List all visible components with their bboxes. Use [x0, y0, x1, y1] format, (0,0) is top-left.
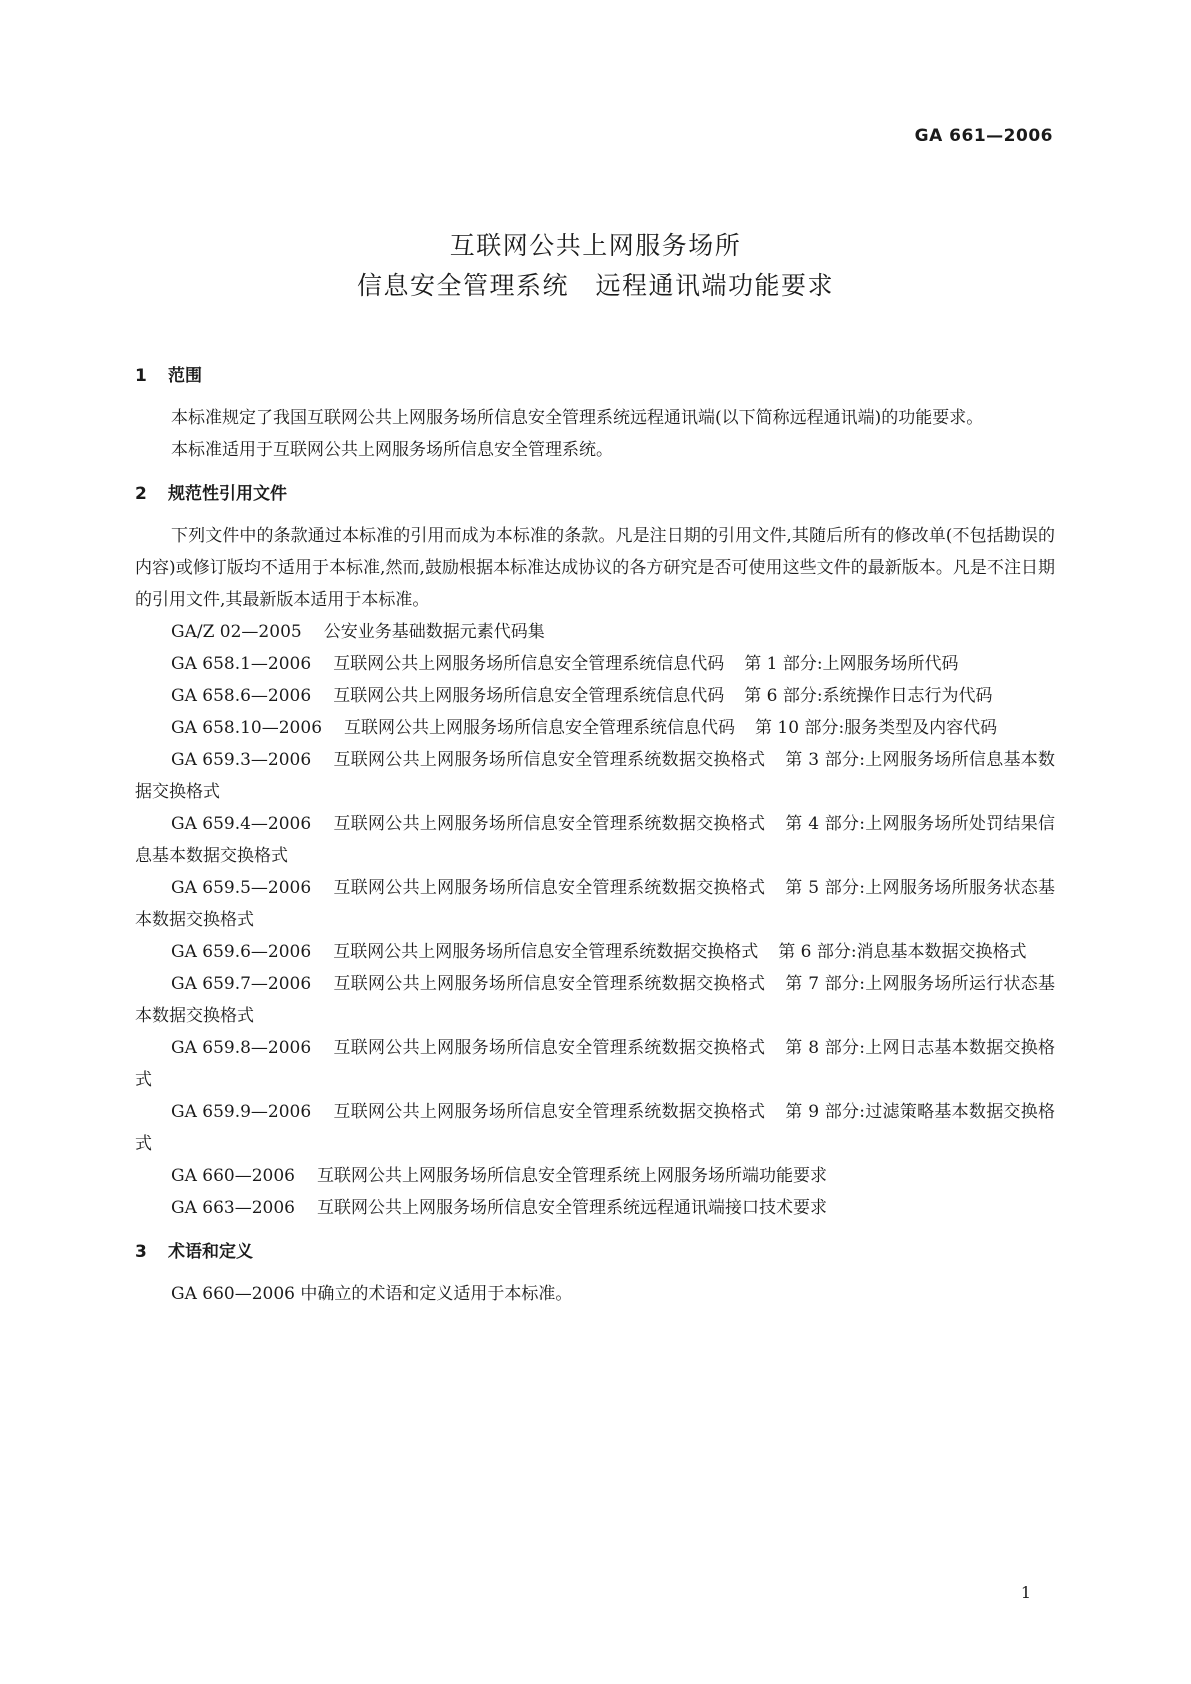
scope-paragraph-2: 本标准适用于互联网公共上网服务场所信息安全管理系统。 [171, 440, 613, 460]
reference-title: 互联网公共上网服务场所信息安全管理系统数据交换格式 [333, 1102, 766, 1122]
standard-code: GA 661—2006 [914, 126, 1053, 146]
reference-code: GA 659.5—2006 [171, 878, 312, 898]
reference-code: GA 659.8—2006 [171, 1038, 312, 1058]
reference-title: 互联网公共上网服务场所信息安全管理系统信息代码 [344, 718, 736, 738]
references-intro-paragraph: 下列文件中的条款通过本标准的引用而成为本标准的条款。凡是注日期的引用文件,其随后所有的修改单(不包括勘误的内容)或修订版均不适用于本标准,然而,鼓励根据本标准达成协议的各方研究是否可使用这些文件的最新版本。凡是不注日期的引用文件,其最新版本适用于本标准。 [135, 526, 1055, 610]
reference-item [135, 712, 1055, 744]
reference-item [135, 616, 1055, 648]
document-body [135, 360, 1055, 1310]
reference-title: 互联网公共上网服务场所信息安全管理系统数据交换格式 [333, 974, 766, 994]
reference-item [135, 744, 1055, 808]
reference-part [827, 1166, 847, 1186]
section-heading-normative-references [135, 478, 1055, 510]
reference-title: 互联网公共上网服务场所信息安全管理系统数据交换格式 [333, 942, 759, 962]
terms-paragraph: GA 660—2006 中确立的术语和定义适用于本标准。 [171, 1284, 573, 1304]
reference-title: 互联网公共上网服务场所信息安全管理系统数据交换格式 [333, 878, 766, 898]
reference-part: 第 5 部分:上网服务场所服务状态基本数据交换格式 [135, 878, 1056, 930]
reference-code: GA 658.10—2006 [171, 718, 323, 738]
reference-item [135, 1160, 1055, 1192]
section-number: 2 [135, 484, 147, 504]
reference-item [135, 680, 1055, 712]
reference-item [135, 1096, 1055, 1160]
reference-code: GA 659.7—2006 [171, 974, 312, 994]
section-number: 1 [135, 366, 147, 386]
section-title: 术语和定义 [168, 1242, 253, 1262]
reference-list [135, 616, 1055, 1224]
reference-title: 公安业务基础数据元素代码集 [323, 622, 545, 642]
reference-item [135, 872, 1055, 936]
scope-paragraph-1: 本标准规定了我国互联网公共上网服务场所信息安全管理系统远程通讯端(以下简称远程通讯端)的功能要求。 [171, 408, 984, 428]
reference-part: 第 4 部分:上网服务场所处罚结果信息基本数据交换格式 [135, 814, 1056, 866]
reference-title: 互联网公共上网服务场所信息安全管理系统数据交换格式 [333, 814, 766, 834]
reference-title: 互联网公共上网服务场所信息安全管理系统信息代码 [333, 686, 725, 706]
reference-title: 互联网公共上网服务场所信息安全管理系统数据交换格式 [333, 1038, 766, 1058]
reference-title: 互联网公共上网服务场所信息安全管理系统上网服务场所端功能要求 [316, 1166, 827, 1186]
section-heading-scope [135, 360, 1055, 392]
reference-part [545, 622, 565, 642]
title-line-1: 互联网公共上网服务场所 [449, 231, 742, 260]
reference-code: GA 659.4—2006 [171, 814, 312, 834]
reference-title: 互联网公共上网服务场所信息安全管理系统信息代码 [333, 654, 725, 674]
reference-item [135, 648, 1055, 680]
section-title: 范围 [168, 366, 202, 386]
section-title: 规范性引用文件 [168, 484, 287, 504]
section-number: 3 [135, 1242, 147, 1262]
reference-item [135, 936, 1055, 968]
reference-code: GA 658.1—2006 [171, 654, 312, 674]
reference-part: 第 1 部分:上网服务场所代码 [744, 654, 959, 674]
reference-item [135, 968, 1055, 1032]
document-title [0, 226, 1191, 306]
title-line-2: 信息安全管理系统 远程通讯端功能要求 [356, 271, 834, 300]
reference-code: GA/Z 02—2005 [171, 622, 302, 642]
reference-code: GA 659.3—2006 [171, 750, 312, 770]
section-heading-terms-and-definitions [135, 1236, 1055, 1268]
page-number: 1 [1020, 1583, 1031, 1602]
reference-part: 第 8 部分:上网日志基本数据交换格式 [135, 1038, 1056, 1090]
reference-code: GA 663—2006 [171, 1198, 295, 1218]
reference-code: GA 659.9—2006 [171, 1102, 312, 1122]
reference-part: 第 7 部分:上网服务场所运行状态基本数据交换格式 [135, 974, 1056, 1026]
reference-part [827, 1198, 847, 1218]
reference-part: 第 6 部分:消息基本数据交换格式 [778, 942, 1027, 962]
reference-code: GA 659.6—2006 [171, 942, 312, 962]
reference-part: 第 6 部分:系统操作日志行为代码 [744, 686, 993, 706]
reference-item [135, 1192, 1055, 1224]
reference-item [135, 808, 1055, 872]
reference-item [135, 1032, 1055, 1096]
reference-code: GA 658.6—2006 [171, 686, 312, 706]
reference-part: 第 3 部分:上网服务场所信息基本数据交换格式 [135, 750, 1056, 802]
reference-code: GA 660—2006 [171, 1166, 295, 1186]
reference-title: 互联网公共上网服务场所信息安全管理系统远程通讯端接口技术要求 [316, 1198, 827, 1218]
reference-part: 第 10 部分:服务类型及内容代码 [755, 718, 998, 738]
reference-title: 互联网公共上网服务场所信息安全管理系统数据交换格式 [333, 750, 766, 770]
reference-part: 第 9 部分:过滤策略基本数据交换格式 [135, 1102, 1056, 1154]
